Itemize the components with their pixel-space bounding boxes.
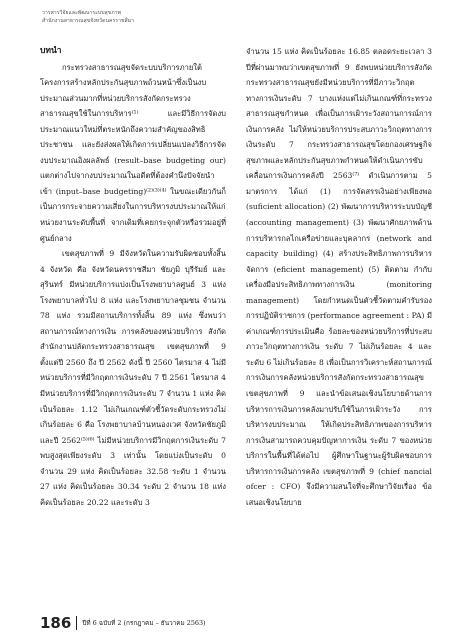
paragraph-continued: จำนวน 15 แห่ง คิดเป็นร้อยละ 16.85 ตลอดระยะเวลา 3 ปีที่ผ่านมาพบว่าเขตสุขภาพที่ 9 ยังพบหน่วยบริการสังกัดกระทรวงสาธารณสุขยังมีหน่วยบริการที่มีภาวะวิกฤตทางการเงินระดับ 7 บางแห่งแต่ไม่เกินเกณฑ์ที่กระทรวงสาธารณสุขกำหนด เพื่อเป็นการเฝ้าระวังสถานการณ์การเงินการคลัง ไม่ให้หน่วยบริการประสบภาวะวิกฤตทางการเงินระดับ 7 กระทรวงสาธารณสุขโดยกองเศรษฐกิจสุขภาพและหลักประกันสุขภาพกำหนดให้ดำเนินการขับเคลื่อนการเงินการคลังปี 2563⁽⁷⁾ ดำเนินการตาม 5 มาตรการ ได้แก่ (1) การจัดสรรเงินอย่างเพียงพอ (suficient allocation) (2) พัฒนาการบริหารระบบบัญชี (accounting management) (3) พัฒนาศักยภาพด้านการบริหารกลไกเครือข่ายและบุคลากร (network and capacity building) (4) สร้างประสิทธิภาพการบริหารจัดการ (eficient management) (5) ติดตาม กำกับ เครื่องมือประสิทธิภาพทางการเงิน (monitoring management) โดยกำหนดเป็นตัวชี้วัดตามคำรับรองการปฏิบัติราชการ (performance agreement : PA) มีค่าเกณฑ์การประเมินคือ ร้อยละของหน่วยบริการที่ประสบภาวะวิกฤตทางการเงิน ระดับ 7 ไม่เกินร้อยละ 4 และระดับ 6 ไม่เกินร้อยละ 8 เพื่อเป็นการวิเคราะห์สถานการณ์การเงินการคลังหน่วยบริการสังกัดกระทรวงสาธารณสุข เขตสุขภาพที่ 9 และนำข้อเสนอเชิงนโยบายด้านการบริหารการเงินการคลังมาปรับใช้ในการเฝ้าระวัง การบริหารงบประมาณ ให้เกิดประสิทธิภาพของการบริหารการเงินสามารถควบคุมปัญหาการเงิน ระดับ 7 ของหน่วยบริการในพื้นที่ได้ต่อไป ผู้ศึกษาในฐานะผู้รับผิดชอบการบริหารการเงินการคลัง เขตสุขภาพที่ 9 (chief nancial ofcer : CFO) จึงมีความสนใจที่จะศึกษาวิจัยเรื่อง ข้อเสนอเชิงนโยบาย xyxy=(246,47,433,507)
section-heading-introduction: บทนำ xyxy=(40,46,62,56)
journal-title: วารสารวิจัยและพัฒนาระบบสุขภาพ xyxy=(42,10,121,16)
left-column xyxy=(40,44,226,510)
page-number: 186 xyxy=(40,614,72,632)
footer-divider xyxy=(76,616,77,630)
page-footer xyxy=(40,613,206,633)
journal-publisher: สำนักงานสาธารณสุขจังหวัดนครราชสีมา xyxy=(42,18,135,24)
right-column xyxy=(246,44,432,510)
paragraph-introduction-1: กระทรวงสาธารณสุขจัดระบบบริการภายใต้โครงการสร้างหลักประกันสุขภาพถ้วนหน้าซึ่งเป็นงบประมาณส่วนมากที่หน่วยบริการสังกัดกระทรวงสาธารณสุขใช้ในการบริหาร⁽¹⁾ และมีวิธีการจัดงบประมาณแนวใหม่ที่ตระหนักถึงความสำคัญของสิทธิประชาชน และยังส่งผลให้เกิดการเปลี่ยนแปลงวิธีการจัดงบประมาณอิงผลลัพธ์ (result–base budgeting our) แตกต่างไปจากงบประมาณในอดีตที่ต้องคำนึงปัจจัยนำเข้า (input–base budgeting)⁽²⁾⁽³⁾⁽⁴⁾ ในขณะเดียวกันก็เป็นการกระจายความเสี่ยงในการบริหารงบประมาณให้แก่หน่วยงานระดับพื้นที่ จากเดิมที่เคยกระจุกตัวหรือรวมอยู่ที่ศูนย์กลาง xyxy=(40,62,226,243)
issue-info: ปีที่ 6 ฉบับที่ 2 (กรกฎาคม – ธันวาคม 2563) xyxy=(82,619,206,627)
journal-header xyxy=(42,9,262,25)
paragraph-introduction-2: เขตสุขภาพที่ 9 มีจังหวัดในความรับผิดชอบทั้งสิ้น 4 จังหวัด คือ จังหวัดนครราชสีมา ชัยภูมิ บุรีรัมย์ และสุรินทร์ มีหน่วยบริการแบ่งเป็นโรงพยาบาลศูนย์ 3 แห่ง โรงพยาบาลทั่วไป 8 แห่ง และโรงพยาบาลชุมชน จำนวน 78 แห่ง รวมมีสถานบริการทั้งสิ้น 89 แห่ง ซึ่งพบว่าสถานการณ์ทางการเงิน การคลังของหน่วยบริการ สังกัดสำนักงานปลัดกระทรวงสาธารณสุข เขตสุขภาพที่ 9 ตั้งแต่ปี 2560 ถึง ปี 2562 ดังนี้ ปี 2560 ไตรมาส 4 ไม่มีหน่วยบริการที่มีวิกฤตการเงินระดับ 7 ปี 2561 ไตรมาส 4 มีหน่วยบริการที่มีวิกฤตการเงินระดับ 7 จำนวน 1 แห่ง คิดเป็นร้อยละ 1.12 ไม่เกินเกณฑ์ตัวชี้วัดระดับกระทรวงไม่เกินร้อยละ 6 คือ โรงพยาบาลบ้านหนองเวศ จังหวัดชัยภูมิ และปี 2562⁽⁵⁾⁽⁶⁾ ไม่มีหน่วยบริการมีวิกฤตการเงินระดับ 7 พบสูงสุดเพียงระดับ 3 เท่านั้น โดยแบ่งเป็นระดับ 0 จำนวน 29 แห่ง คิดเป็นร้อยละ 32.58 ระดับ 1 จำนวน 27 แห่ง คิดเป็นร้อยละ 30.34 ระดับ 2 จำนวน 18 แห่ง คิดเป็นร้อยละ 20.22 และระดับ 3 xyxy=(40,249,226,507)
